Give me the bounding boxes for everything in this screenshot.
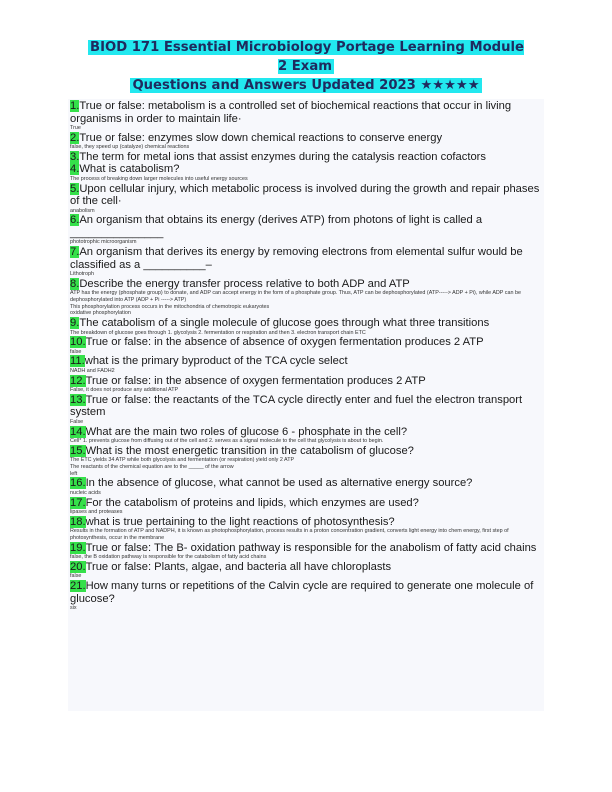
question-item [70, 183, 544, 208]
question-text: True or false: in the absence of absence of oxygen fermentation produces 2 ATP [85, 336, 484, 349]
answer-text: six [70, 605, 77, 612]
question-item [70, 100, 544, 125]
answer-text: Cell* 1. prevents glucose from diffusing out of the cell and 2. serves as a signal molecule to the cell that glycolysis is about to begin. [70, 438, 384, 445]
answer-text: ATP has the energy (phosphate group) to donate, and ADP can accept energy in the form of a phosphate group. Thus, ATP can be dephosphorylated (ATP-----> ADP + Pi), while ADP can be dephosphorylated into ATP (ADP + Pi -----> ATP) [70, 290, 521, 303]
question-item [70, 246, 544, 271]
answer-text: oxidative phosphorylation [70, 310, 131, 317]
question-item [70, 542, 544, 555]
question-number: 14. [70, 425, 86, 438]
question-number: 16. [70, 477, 86, 490]
question-text: In the absence of glucose, what cannot be used as alternative energy source? [85, 477, 473, 490]
question-item [70, 477, 544, 490]
question-number: 8. [70, 277, 80, 290]
answer-text: The reactants of the chemical equation are to the _____ of the arrow [70, 463, 234, 470]
question-item [70, 163, 544, 176]
question-number: 6. [70, 214, 80, 227]
question-number: 13. [70, 393, 86, 406]
question-number: 12. [70, 374, 86, 387]
title-line-1: BIOD 171 Essential Microbiology Portage Learning Module 2 Exam [90, 40, 524, 74]
answer-text: false, they speed up (catalyze) chemical reactions [70, 144, 190, 151]
question-text: The term for metal ions that assist enzymes during the catalysis reaction cofactors [79, 150, 486, 163]
document-title [85, 38, 527, 95]
answer-text: anabolism [70, 207, 95, 214]
question-number: 4. [70, 163, 80, 176]
question-text: What is the most energetic transition in the catabolism of glucose? [85, 444, 414, 457]
question-item [70, 214, 544, 239]
question-text: True or false: the reactants of the TCA cycle directly enter and fuel the electron transport system [70, 393, 523, 419]
answer-text: Lithotroph [70, 271, 94, 278]
question-text: True or false: in the absence of oxygen fermentation produces 2 ATP [85, 374, 426, 387]
question-item [70, 580, 544, 605]
question-number: 1. [70, 100, 80, 112]
question-number: 5. [70, 182, 80, 195]
question-item [70, 394, 544, 419]
question-number: 9. [70, 317, 80, 330]
question-number: 11. [70, 355, 85, 368]
question-item [70, 132, 544, 145]
question-item [70, 426, 544, 439]
answer-text: nucleic acids [70, 489, 101, 496]
answer-text: phototrophic microorganism [70, 239, 137, 246]
question-text: what is true pertaining to the light reactions of photosynthesis? [85, 515, 395, 528]
question-text: What are the main two roles of glucose 6 - phosphate in the cell? [85, 425, 408, 438]
answer-text: left [70, 470, 78, 477]
question-number: 15. [70, 444, 86, 457]
question-number: 7. [70, 246, 80, 259]
question-text: Upon cellular injury, which metabolic process is involved during the growth and repair phases of the cell· [70, 182, 540, 208]
answer-text: false [70, 348, 82, 355]
answer-text: True [70, 125, 81, 131]
question-number: 17. [70, 496, 86, 509]
question-number: 19. [70, 541, 86, 554]
question-number: 10. [70, 336, 86, 349]
answer-text: false [70, 573, 82, 580]
question-item [70, 561, 544, 574]
question-text: An organism that obtains its energy (derives ATP) from photons of light is called a _______________ [70, 214, 483, 239]
question-item [70, 516, 544, 529]
answer-text: The process of breaking down larger molecules into useful energy sources [70, 175, 248, 182]
question-text: True or false: The B- oxidation pathway is responsible for the anabolism of fatty acid chains [85, 541, 537, 554]
question-text: True or false: enzymes slow down chemical reactions to conserve energy [79, 131, 443, 144]
question-text: True or false: metabolism is a controlled set of biochemical reactions that occur in living organisms in order to maintain life· [70, 100, 512, 125]
question-item [70, 375, 544, 388]
answer-text: Results in the formation of ATP and NADPH, it is known as photophosphorylation, process results in a proton concentration gradient, converts light energy into chem energy, first step of photosynthesis, occur in the membrane [70, 528, 509, 541]
answer-text: The ETC yields 34 ATP while both glycolysis and fermentation (or respiration) yield only 2 ATP [70, 457, 295, 464]
answer-text: false, the B oxidation pathway is responsible for the catabolism of fatty acid chains [70, 554, 267, 561]
question-number: 3. [70, 150, 80, 163]
question-list [70, 100, 544, 612]
question-number: 20. [70, 560, 86, 573]
title-line-2: Questions and Answers Updated 2023 ★★★★★ [132, 78, 480, 93]
answer-text: False [70, 418, 84, 425]
question-item [70, 151, 544, 164]
question-text: How many turns or repetitions of the Calvin cycle are required to generate one molecule of glucose? [70, 580, 534, 605]
question-text: What is catabolism? [79, 163, 180, 176]
answer-text: False, it does not produce any additional ATP [70, 387, 179, 394]
question-text: For the catabolism of proteins and lipids, which enzymes are used? [85, 496, 419, 509]
answer-text: This phosphorylation process occurs in the mitochondria of chemotropic eukaryotes [70, 303, 270, 310]
question-item [70, 317, 544, 330]
question-text: The catabolism of a single molecule of glucose goes through what three transitions [79, 317, 490, 330]
question-text: Describe the energy transfer process relative to both ADP and ATP [79, 277, 410, 290]
question-item [70, 336, 544, 349]
question-item [70, 355, 544, 368]
question-item [70, 278, 544, 291]
answer-text: The breakdown of glucose goes through 1. glycolysis 2. fermentation or respiration and then 3. electron transport chain ETC [70, 329, 366, 336]
question-number: 21. [70, 580, 86, 593]
answer-text: lipases and proteases [70, 509, 123, 516]
question-text: An organism that derives its energy by removing electrons from elemental sulfur would be classified as a __________– [70, 246, 523, 271]
question-item [70, 497, 544, 510]
question-item [70, 445, 544, 458]
question-number: 2. [70, 131, 80, 144]
question-text: what is the primary byproduct of the TCA cycle select [84, 355, 348, 368]
question-number: 18. [70, 515, 86, 528]
answer-text: NADH and FADH2 [70, 367, 115, 374]
question-text: True or false: Plants, algae, and bacteria all have chloroplasts [85, 560, 392, 573]
